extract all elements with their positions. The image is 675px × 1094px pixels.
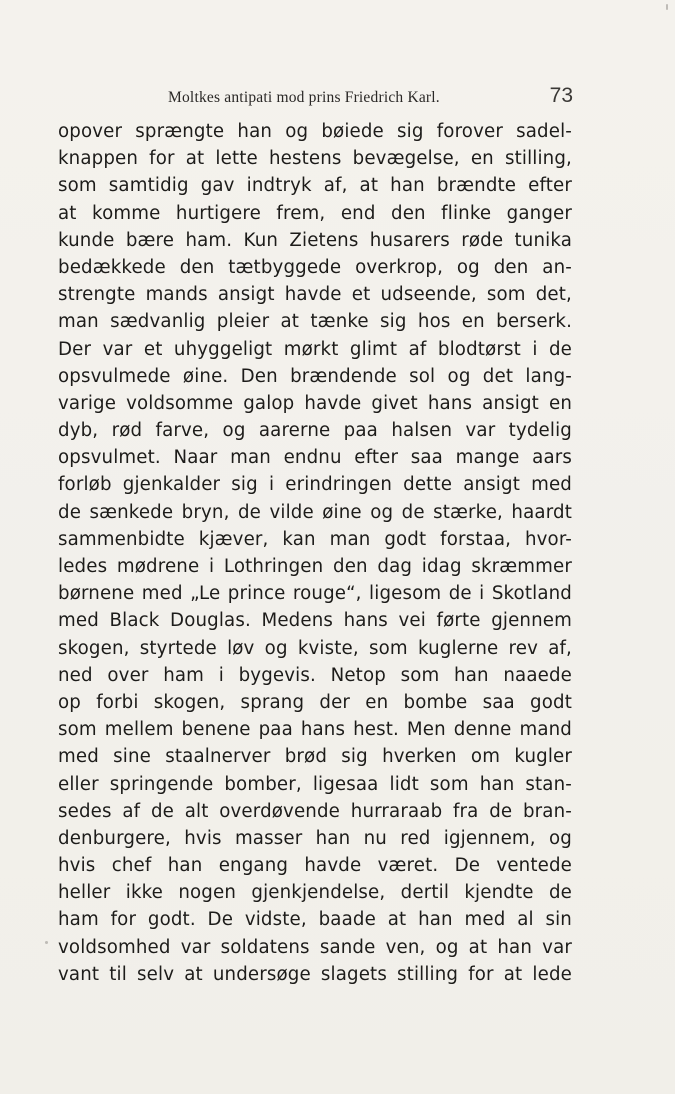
running-head xyxy=(58,84,578,114)
text-line: ledes mødrene i Lothringen den dag idag skræmmer xyxy=(58,556,572,577)
paper-speck xyxy=(45,941,48,944)
text-line: knappen for at lette hestens bevægelse, en stilling, xyxy=(58,148,572,170)
text-line: op forbi skogen, sprang der en bombe saa godt xyxy=(58,691,572,713)
text-line: opsvulmet. Naar man endnu efter saa mange aars xyxy=(58,447,572,469)
text-line: børnene med „Le prince rouge“, ligesom de i Skotland xyxy=(58,583,572,605)
text-line: sedes af de alt overdøvende hurraraab fra de bran- xyxy=(58,800,572,822)
text-line: opover sprængte han og bøiede sig forover sadel- xyxy=(58,121,572,142)
text-line: de sænkede bryn, de vilde øine og de stærke, haardt xyxy=(58,501,572,523)
text-line: opsvulmede øine. Den brændende sol og det lang- xyxy=(58,365,572,387)
text-line: hvis chef han engang havde været. De ventede xyxy=(58,855,572,877)
text-line: eller springende bomber, ligesaa lidt som han stan- xyxy=(58,773,572,795)
text-line: varige voldsomme galop havde givet hans ansigt en xyxy=(58,392,572,414)
text-line: ham for godt. De vidste, baade at han med al sin xyxy=(58,909,572,931)
text-line: man sædvanlig pleier at tænke sig hos en berserk. xyxy=(58,311,572,333)
text-line: ned over ham i bygevis. Netop som han naaede xyxy=(58,664,572,686)
text-line: med sine staalnerver brød sig hverken om kugler xyxy=(58,746,572,768)
page-number: 73 xyxy=(549,84,573,107)
text-line: forløb gjenkalder sig i erindringen dette ansigt med xyxy=(58,474,572,496)
running-title: Moltkes antipati mod prins Friedrich Karl. xyxy=(168,89,440,106)
text-line: strengte mands ansigt havde et udseende, som det, xyxy=(58,284,572,306)
text-line: sammenbidte kjæver, kan man godt forstaa, hvor- xyxy=(58,528,572,550)
text-line: bedækkede den tætbyggede overkrop, og den an- xyxy=(58,256,572,278)
text-line: kunde bære ham. Kun Zietens husarers røde tunika xyxy=(58,229,572,251)
paper-speck xyxy=(666,4,668,10)
text-line: som mellem benene paa hans hest. Men denne mand xyxy=(58,719,572,741)
text-line: heller ikke nogen gjenkjendelse, dertil kjendte de xyxy=(58,882,572,904)
text-line: dyb, rød farve, og aarerne paa halsen var tydelig xyxy=(58,420,572,442)
text-line: voldsomhed var soldatens sande ven, og at han var xyxy=(58,936,572,958)
text-line: som samtidig gav indtryk af, at han brændte efter xyxy=(58,175,572,197)
text-line: med Black Douglas. Medens hans vei førte gjennem xyxy=(58,610,572,632)
text-line: denburgere, hvis masser han nu red igjennem, og xyxy=(58,827,572,849)
text-line: skogen, styrtede løv og kviste, som kuglerne rev af, xyxy=(58,637,572,659)
body-text xyxy=(58,118,572,988)
text-line: Der var et uhyggeligt mørkt glimt af blodtørst i de xyxy=(58,338,572,360)
text-line: vant til selv at undersøge slagets stilling for at lede xyxy=(58,963,572,985)
text-line: at komme hurtigere frem, end den flinke ganger xyxy=(58,202,572,224)
